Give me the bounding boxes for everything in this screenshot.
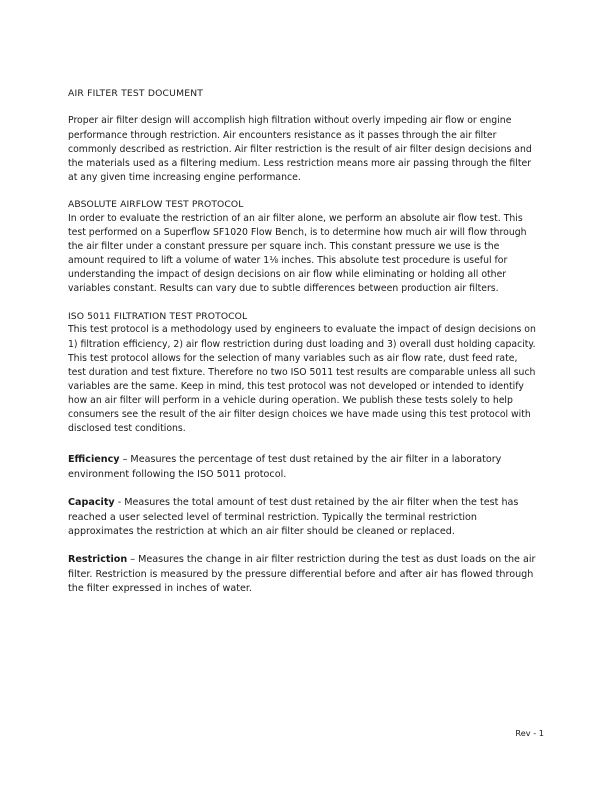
page-footer-revision: Rev - 1 [515,728,544,738]
definition-capacity [68,496,538,539]
definition-separator-efficiency: – [119,454,131,466]
definition-separator-capacity: - [114,497,125,509]
definition-term-restriction: Restriction [68,554,128,566]
section-heading-iso-5011: ISO 5011 FILTRATION TEST PROTOCOL [68,310,248,322]
definition-text-efficiency: Measures the percentage of test dust retained by the air filter in a laboratory environment following the ISO 5011 protocol. [68,454,502,480]
document-body [68,88,538,611]
section-heading-absolute-airflow: ABSOLUTE AIRFLOW TEST PROTOCOL [68,199,244,211]
section-body-iso-5011: This test protocol is a methodology used by engineers to evaluate the impact of design decisions on 1) filtration efficiency, 2) air flow restriction during dust loading and 3) overall dust holding capacity. This test protocol allows for the selection of many variables such as air flow rate, dust feed rate, test duration and test fixture. Therefore no two ISO 5011 test results are comparable unless all such variables are the same. Keep in mind, this test protocol was not developed or intended to identify how an air filter will perform in a vehicle during operation. We publish these tests solely to help consumers see the result of the air filter design choices we have made using this test protocol with disclosed test conditions. [68,324,536,435]
definition-efficiency [68,453,538,482]
definition-separator-restriction: – [127,554,139,566]
definition-text-restriction: Measures the change in air filter restriction during the test as dust loads on the air filter. Restriction is measured by the pressure differential before and after air has flowed through the filter expressed in inches of water. [68,554,536,595]
definition-term-capacity: Capacity [68,497,115,509]
section-body-absolute-airflow: In order to evaluate the restriction of an air filter alone, we perform an absolute air flow test. This test performed on a Superflow SF1020 Flow Bench, is to determine how much air will flow through the air filter under a constant pressure per square inch. This constant pressure we use is the amount required to lift a volume of water 1⅛ inches. This absolute test procedure is useful for understanding the impact of design decisions on air flow while eliminating or holding all other variables constant. Results can vary due to subtle differences between production air filters. [68,212,527,295]
definition-restriction [68,553,538,596]
page-title: AIR FILTER TEST DOCUMENT [68,88,204,99]
definition-term-efficiency: Efficiency [68,454,120,466]
definition-text-capacity: Measures the total amount of test dust retained by the air filter when the test has reached a user selected level of terminal restriction. Typically the terminal restriction approximates the restriction at which an air filter should be cleaned or replaced. [68,497,519,537]
intro-paragraph: Proper air filter design will accomplish high filtration without overly impeding air flow or engine performance through restriction. Air encounters resistance as it passes through the air filter commonly described as restriction. Air filter restriction is the result of air filter design decisions and the materials used as a filtering medium. Less restriction means more air passing through the filter at any given time increasing engine performance. [68,115,532,183]
